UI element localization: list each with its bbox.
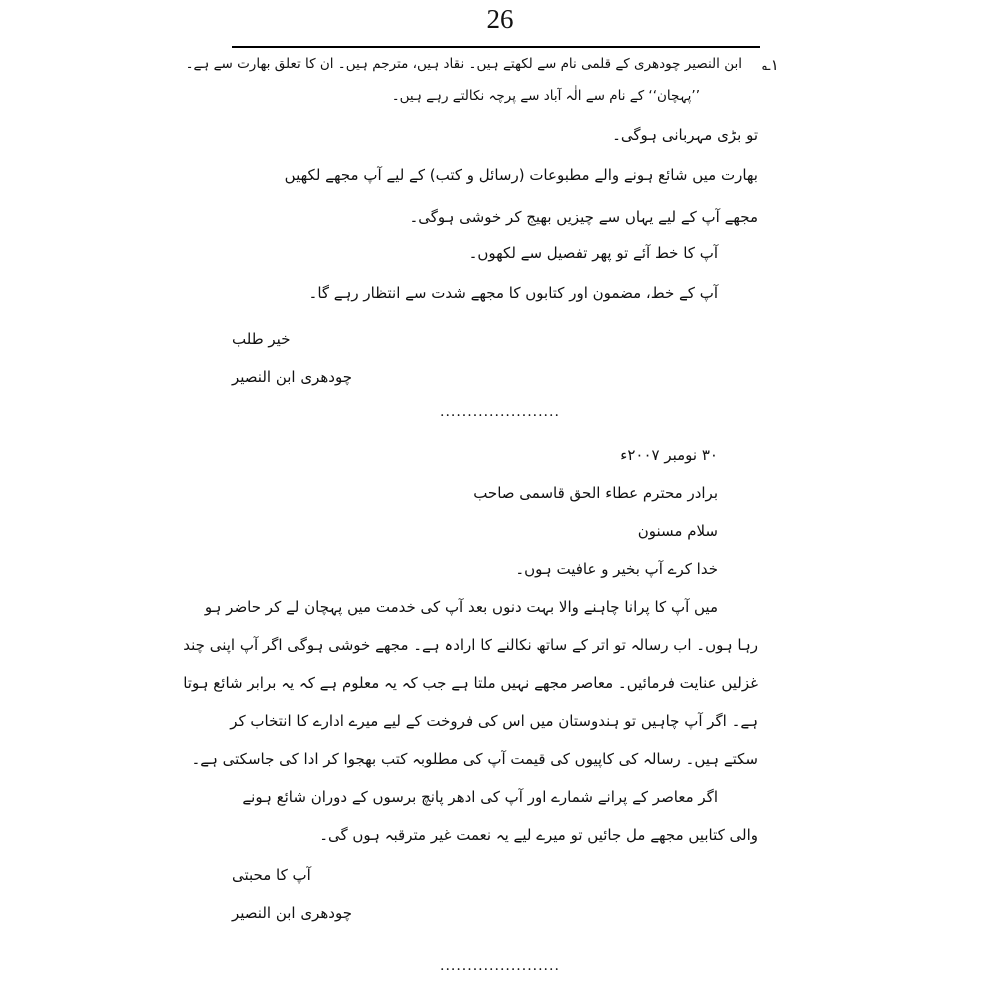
- letter2-body-line-4: ہے۔ اگر آپ چاہیں تو ہندوستان میں اس کی فروخت کے لیے میرے ادارے کا انتخاب کر: [230, 712, 758, 730]
- letter2-body-line-6: اگر معاصر کے پرانے شمارے اور آپ کی ادھر پانچ برسوں کے دوران شائع ہونے: [242, 788, 718, 806]
- letter2-body-line-2: رہا ہوں۔ اب رسالہ تو اتر کے ساتھ نکالنے کا ارادہ ہے۔ مجھے خوشی ہوگی اگر آپ اپنی چند: [183, 636, 758, 654]
- letter1-line-1: تو بڑی مہربانی ہوگی۔: [612, 126, 758, 144]
- letter1-signature: چودھری ابن النصیر: [232, 368, 352, 386]
- letter2-closing: آپ کا محبتی: [232, 866, 311, 884]
- bottom-separator: ......................: [440, 958, 560, 974]
- section-separator: ......................: [440, 404, 560, 420]
- letter2-signature: چودھری ابن النصیر: [232, 904, 352, 922]
- letter2-body-line-7: والی کتابیں مجھے مل جائیں تو میرے لیے یہ نعمت غیر مترقبہ ہوں گی۔: [319, 826, 758, 844]
- letter2-date: ۳۰ نومبر ۲۰۰۷ء: [620, 446, 718, 464]
- footnote-line-1: ابن النصیر چودھری کے قلمی نام سے لکھتے ہیں۔ نقاد ہیں، مترجم ہیں۔ ان کا تعلق بھارت سے ہے۔: [185, 56, 742, 72]
- letter1-line-4: آپ کا خط آئے تو پھر تفصیل سے لکھوں۔: [468, 244, 718, 262]
- footnote-marker: ۱؎: [762, 56, 779, 74]
- letter2-body-line-1: میں آپ کا پرانا چاہنے والا بہت دنوں بعد آپ کی خدمت میں پہچان لے کر حاضر ہو: [204, 598, 718, 616]
- letter1-closing: خیر طلب: [232, 330, 291, 348]
- letter1-line-2: بھارت میں شائع ہونے والے مطبوعات (رسائل و کتب) کے لیے آپ مجھے لکھیں: [284, 166, 758, 184]
- footnote-rule: [232, 46, 760, 48]
- letter2-body-line-3: غزلیں عنایت فرمائیں۔ معاصر مجھے نہیں ملتا ہے جب کہ یہ معلوم ہے کہ یہ برابر شائع ہوتا: [183, 674, 758, 692]
- letter1-line-3: مجھے آپ کے لیے یہاں سے چیزیں بھیج کر خوشی ہوگی۔: [409, 208, 758, 226]
- letter2-wish: خدا کرے آپ بخیر و عافیت ہوں۔: [515, 560, 718, 578]
- letter2-greeting: سلام مسنون: [637, 522, 718, 540]
- letter2-salutation: برادر محترم عطاء الحق قاسمی صاحب: [473, 484, 718, 502]
- letter2-body-line-5: سکتے ہیں۔ رسالہ کی کاپیوں کی قیمت آپ کی مطلوبہ کتب بھجوا کر ادا کی جاسکتی ہے۔: [191, 750, 758, 768]
- page-number: 26: [486, 4, 514, 34]
- letter1-line-5: آپ کے خط، مضمون اور کتابوں کا مجھے شدت سے انتظار رہے گا۔: [308, 284, 718, 302]
- footnote-line-2: ’’پہچان‘‘ کے نام سے الٰہ آباد سے پرچہ نکالتے رہے ہیں۔: [391, 88, 700, 104]
